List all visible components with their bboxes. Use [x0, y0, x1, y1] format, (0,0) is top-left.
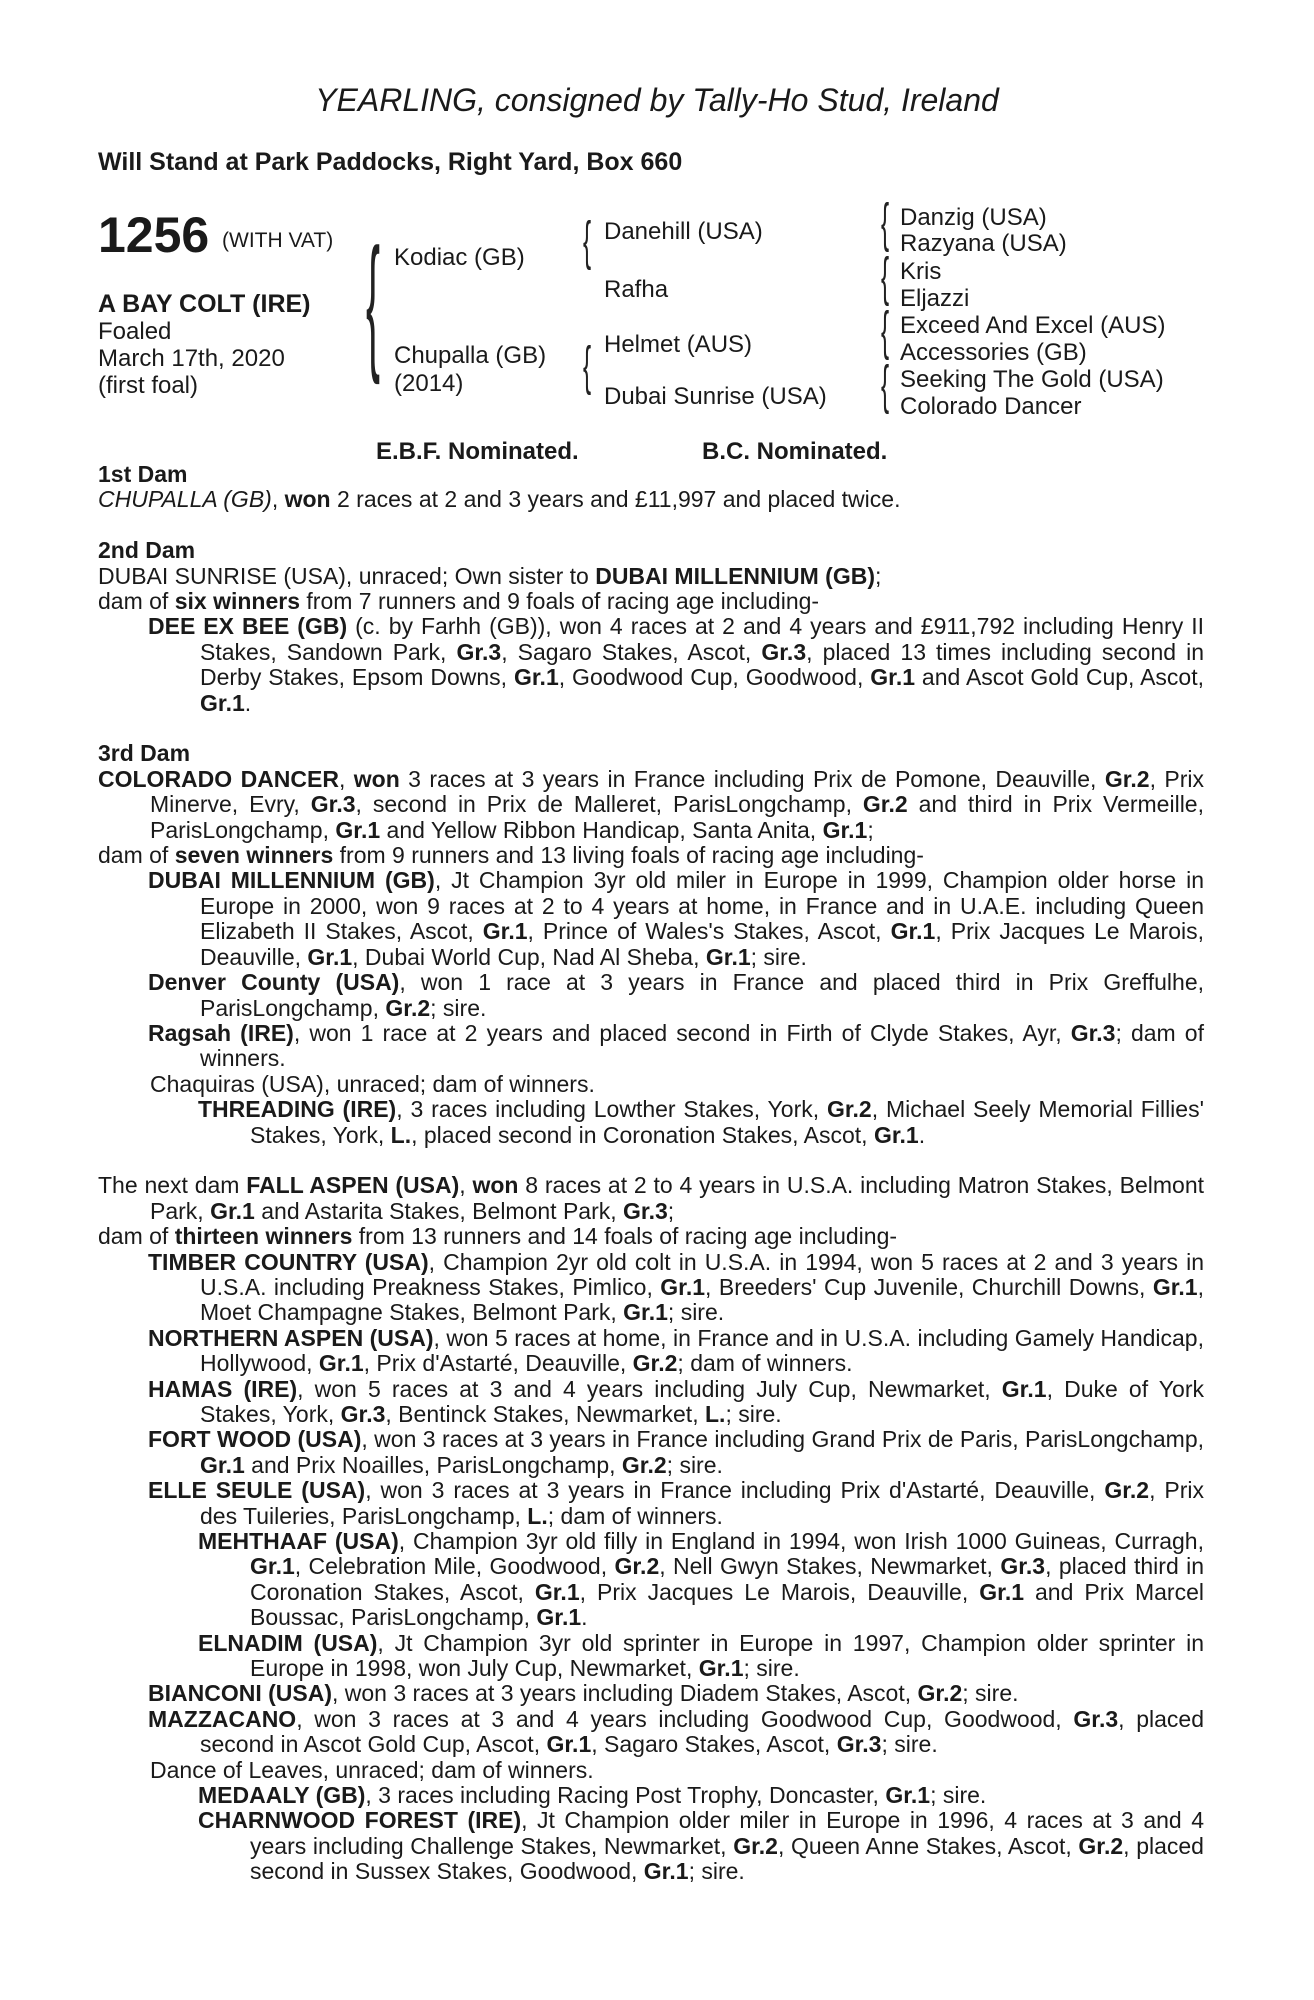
catalogue-paragraph: ELLE SEULE (USA), won 3 races at 3 years in France including Prix d'Astarté, Deauville, Gr.2, Prix des Tuileries, ParisLongchamp, L.; dam of winners.: [148, 1477, 1204, 1529]
catalogue-paragraph: dam of seven winners from 9 runners and 13 living foals of racing age including-: [98, 842, 924, 869]
catalogue-paragraph: Dance of Leaves, unraced; dam of winners.: [150, 1756, 594, 1783]
stand-location: Will Stand at Park Paddocks, Right Yard, Box 660: [98, 148, 683, 176]
spacer: [98, 716, 1204, 741]
catalogue-paragraph: FORT WOOD (USA), won 3 races at 3 years in France including Grand Prix de Paris, ParisLongchamp, Gr.1 and Prix Noailles, ParisLongchamp, Gr.2; sire.: [148, 1426, 1205, 1478]
catalogue-paragraph: ELNADIM (USA), Jt Champion 3yr old sprinter in Europe in 1997, Champion older sprinter in Europe in 1998, won July Cup, Newmarket, Gr.1; sire.: [198, 1629, 1204, 1682]
catalogue-paragraph: Chaquiras (USA), unraced; dam of winners.: [150, 1070, 595, 1097]
pedigree-dam-sire: Helmet (AUS): [604, 331, 753, 358]
section-heading: 1st Dam: [98, 461, 188, 487]
foal-note: (first foal): [98, 372, 199, 399]
pedigree-dam-dam: Dubai Sunrise (USA): [604, 383, 827, 410]
pedigree-g2: Razyana (USA): [900, 230, 1067, 257]
catalogue-paragraph: MEDAALY (GB), 3 races including Racing Post Trophy, Doncaster, Gr.1; sire.: [198, 1782, 987, 1809]
pedigree-brace-g1: {: [881, 193, 890, 253]
pedigree-sire-sire: Danehill (USA): [604, 218, 763, 245]
catalogue-paragraph: CHARNWOOD FOREST (IRE), Jt Champion older miler in Europe in 1996, 4 races at 3 and 4 years including Challenge Stakes, Newmarket, Gr.2, Queen Anne Stakes, Ascot, Gr.2, placed second in Sussex Stakes, Goodwood, Gr.1; sire.: [198, 1807, 1204, 1885]
pedigree-dam: Chupalla (GB): [394, 342, 547, 369]
foaled-date: March 17th, 2020: [98, 345, 285, 372]
lot-number: 1256: [98, 207, 210, 263]
pedigree-sire-dam: Rafha: [604, 276, 669, 303]
pedigree-brace-g2: {: [881, 247, 890, 307]
pedigree-g8: Colorado Dancer: [900, 393, 1082, 420]
catalogue-paragraph: NORTHERN ASPEN (USA), won 5 races at home, in France and in U.S.A. including Gamely Handicap, Hollywood, Gr.1, Prix d'Astarté, Deauville, Gr.2; dam of winners.: [148, 1324, 1204, 1377]
catalogue-paragraph: Ragsah (IRE), won 1 race at 2 years and placed second in Firth of Clyde Stakes, Ayr, Gr.3; dam of winners.: [148, 1019, 1204, 1072]
catalogue-paragraph: DEE EX BEE (GB) (c. by Farhh (GB)), won 4 races at 2 and 4 years and £911,792 including Henry II Stakes, Sandown Park, Gr.3, Sagaro Stakes, Ascot, Gr.3, placed 13 times including second in Derby Stakes, Epsom Downs, Gr.1, Goodwood Cup, Goodwood, Gr.1 and Ascot Gold Cup, Ascot, Gr.1.: [148, 613, 1205, 716]
catalogue-paragraph: BIANCONI (USA), won 3 races at 3 years including Diadem Stakes, Ascot, Gr.2; sire.: [148, 1680, 1019, 1707]
catalogue-paragraph: MAZZACANO, won 3 races at 3 and 4 years including Goodwood Cup, Goodwood, Gr.3, placed second in Ascot Gold Cup, Ascot, Gr.1, Sagaro Stakes, Ascot, Gr.3; sire.: [148, 1705, 1205, 1758]
catalogue-paragraph: TIMBER COUNTRY (USA), Champion 2yr old colt in U.S.A. in 1994, won 5 races at 2 and 3 years in U.S.A. including Preakness Stakes, Pimlico, Gr.1, Breeders' Cup Juvenile, Churchill Downs, Gr.1, Moet Champagne Stakes, Belmont Park, Gr.1; sire.: [148, 1248, 1204, 1326]
pedigree-brace-sire: {: [583, 211, 592, 271]
foaled-label: Foaled: [98, 318, 172, 345]
pedigree-g6: Accessories (GB): [900, 339, 1087, 366]
catalogue-paragraph: dam of thirteen winners from 13 runners and 14 foals of racing age including-: [98, 1223, 898, 1250]
bc-nomination: B.C. Nominated.: [702, 438, 888, 465]
catalogue-paragraph: HAMAS (IRE), won 5 races at 3 and 4 years including July Cup, Newmarket, Gr.1, Duke of York Stakes, York, Gr.3, Bentinck Stakes, Newmarket, L.; sire.: [148, 1375, 1204, 1427]
section-heading: 3rd Dam: [98, 740, 191, 767]
page-title: YEARLING, consigned by Tally-Ho Stud, Ireland: [315, 82, 999, 118]
catalogue-paragraph: DUBAI SUNRISE (USA), unraced; Own sister to DUBAI MILLENNIUM (GB);: [98, 562, 882, 589]
catalogue-entry: [98, 462, 1204, 1885]
pedigree-sire: Kodiac (GB): [394, 244, 525, 271]
vat-note: (WITH VAT): [222, 229, 334, 252]
pedigree-g1: Danzig (USA): [900, 204, 1047, 231]
catalogue-paragraph: DUBAI MILLENNIUM (GB), Jt Champion 3yr old miler in Europe in 1999, Champion older horse in Europe in 2000, won 9 races at 2 to 4 years at home, in France and in U.A.E. including Queen Elizabeth II Stakes, Ascot, Gr.1, Prince of Wales's Stakes, Ascot, Gr.1, Prix Jacques Le Marois, Deauville, Gr.1, Dubai World Cup, Nad Al Sheba, Gr.1; sire.: [148, 867, 1204, 970]
pedigree-g5: Exceed And Excel (AUS): [900, 312, 1166, 339]
section-heading: 2nd Dam: [98, 537, 196, 564]
catalogue-paragraph: Denver County (USA), won 1 race at 3 years in France and placed third in Prix Greffulhe, ParisLongchamp, Gr.2; sire.: [148, 969, 1204, 1021]
pedigree-g3: Kris: [900, 258, 942, 285]
spacer: [98, 1148, 1204, 1173]
spacer: [98, 513, 1204, 538]
pedigree-brace-g4: {: [881, 355, 890, 415]
catalogue-paragraph: The next dam FALL ASPEN (USA), won 8 races at 2 to 4 years in U.S.A. including Matron Stakes, Belmont Park, Gr.1 and Astarita Stakes, Belmont Park, Gr.3;: [98, 1172, 1205, 1224]
pedigree-g7: Seeking The Gold (USA): [900, 366, 1164, 393]
pedigree-brace-dam: {: [583, 336, 592, 396]
catalogue-paragraph: THREADING (IRE), 3 races including Lowther Stakes, York, Gr.2, Michael Seely Memorial Fillies' Stakes, York, L., placed second in Coronation Stakes, Ascot, Gr.1.: [198, 1096, 1204, 1148]
catalogue-paragraph: dam of six winners from 7 runners and 9 foals of racing age including-: [98, 588, 820, 615]
catalogue-paragraph: CHUPALLA (GB), won 2 races at 2 and 3 years and £11,997 and placed twice.: [98, 486, 901, 513]
pedigree-g4: Eljazzi: [900, 285, 970, 312]
lot-description: A BAY COLT (IRE): [98, 290, 311, 318]
pedigree-brace-main: {: [366, 217, 381, 385]
ebf-nomination: E.B.F. Nominated.: [376, 438, 579, 465]
catalogue-paragraph: MEHTHAAF (USA), Champion 3yr old filly in England in 1994, won Irish 1000 Guineas, Curragh, Gr.1, Celebration Mile, Goodwood, Gr.2, Nell Gwyn Stakes, Newmarket, Gr.3, placed third in Coronation Stakes, Ascot, Gr.1, Prix Jacques Le Marois, Deauville, Gr.1 and Prix Marcel Boussac, ParisLongchamp, Gr.1.: [198, 1528, 1205, 1631]
pedigree-dam-year: (2014): [394, 370, 464, 397]
catalogue-paragraph: COLORADO DANCER, won 3 races at 3 years in France including Prix de Pomone, Deauville, Gr.2, Prix Minerve, Evry, Gr.3, second in Prix de Malleret, ParisLongchamp, Gr.2 and third in Prix Vermeille, ParisLongchamp, Gr.1 and Yellow Ribbon Handicap, Santa Anita, Gr.1;: [98, 765, 1205, 843]
pedigree-brace-g3: {: [881, 301, 890, 361]
